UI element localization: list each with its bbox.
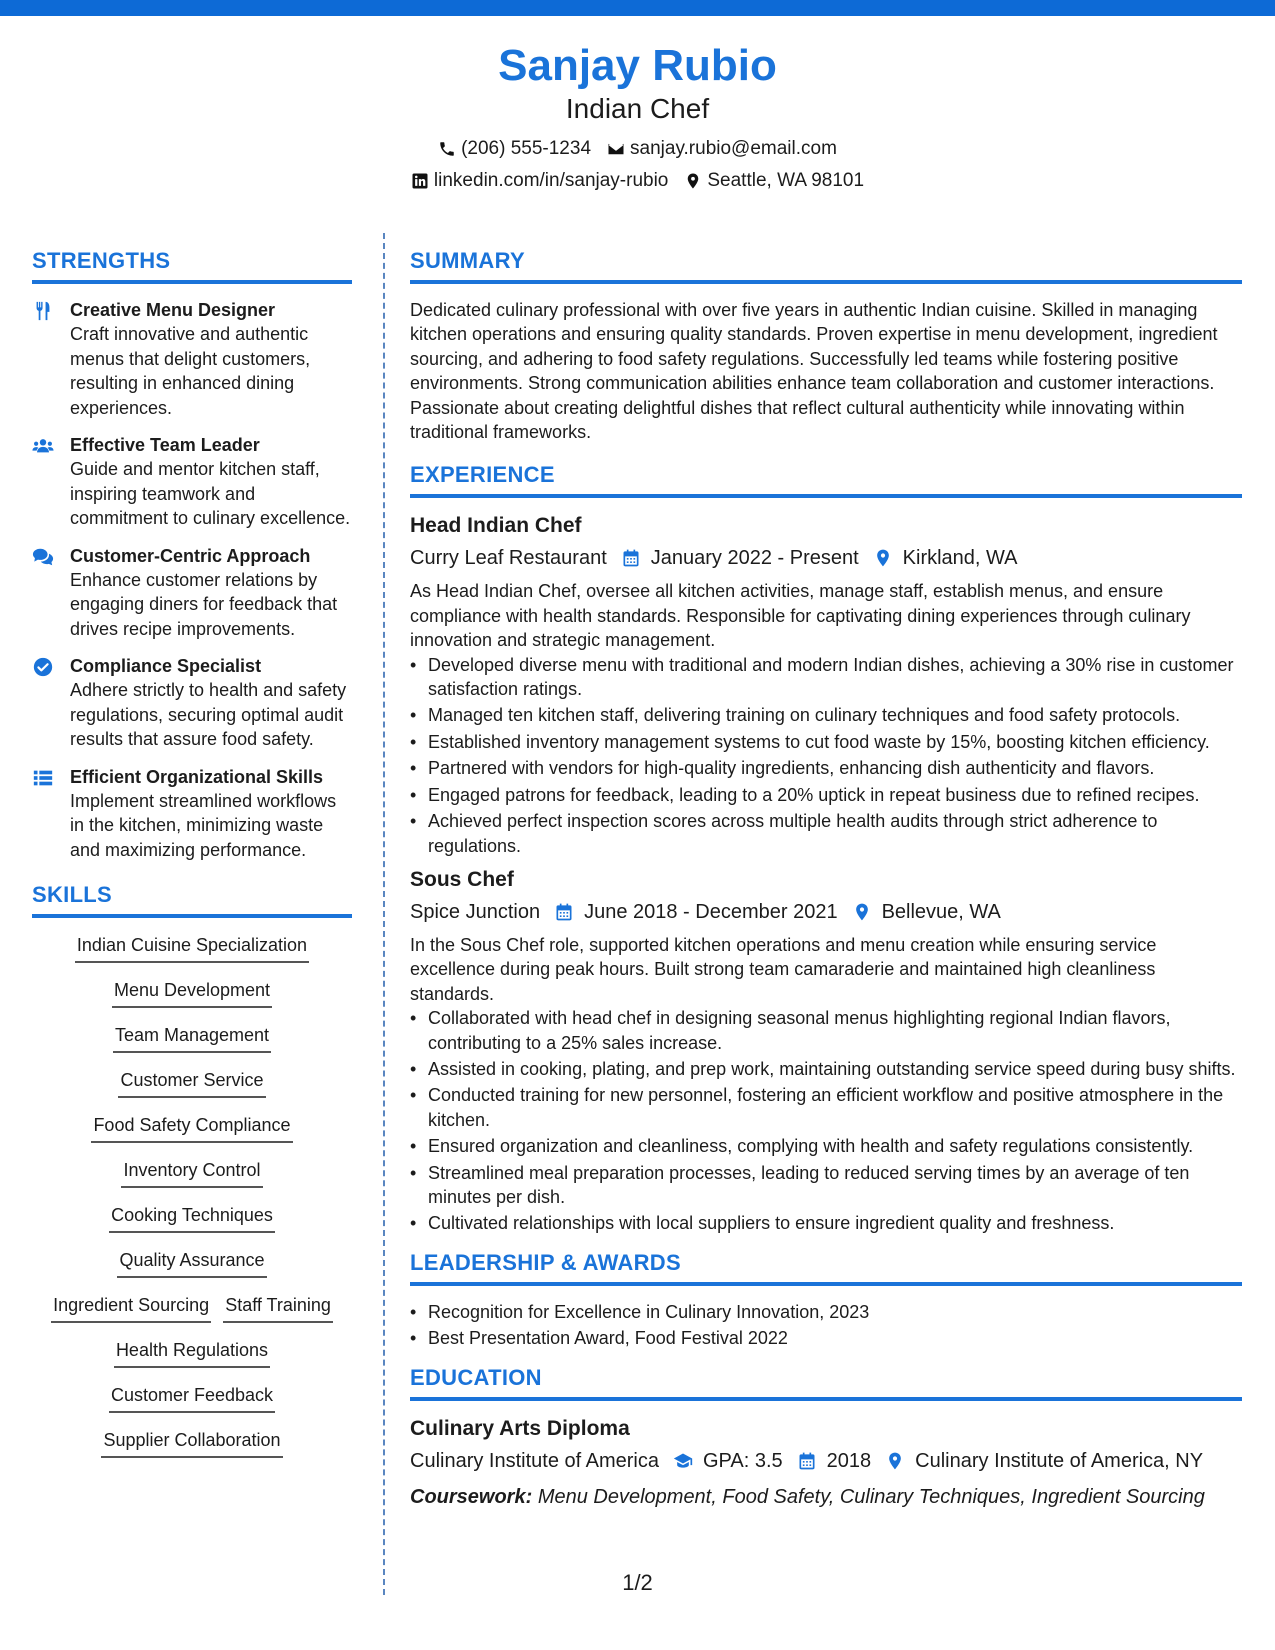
- calendar-icon: [797, 1451, 817, 1471]
- linkedin-contact[interactable]: [411, 168, 668, 194]
- skill-tag: Customer Feedback: [109, 1382, 275, 1413]
- job-bullet: • Conducted training for new personnel, fostering an efficient workflow and positive atmosphere in the kitchen.: [428, 1083, 1242, 1132]
- location-contact: [684, 168, 864, 194]
- strength-desc: Guide and mentor kitchen staff, inspiring teamwork and commitment to culinary excellence.: [70, 459, 351, 528]
- check-circle-icon: [32, 656, 54, 678]
- skill-tag: Inventory Control: [121, 1157, 262, 1188]
- job-bullet: • Achieved perfect inspection scores across multiple health audits through strict adherence to regulations.: [428, 809, 1242, 858]
- job-bullet: • Collaborated with head chef in designing seasonal menus highlighting regional Indian flavors, contributing to a 25% sales increase.: [428, 1006, 1242, 1055]
- experience-heading: EXPERIENCE: [410, 462, 1242, 498]
- users-icon: [32, 435, 54, 457]
- award-item: • Recognition for Excellence in Culinary Innovation, 2023: [428, 1300, 1242, 1324]
- job-meta: [410, 897, 1242, 927]
- degree-title: Culinary Arts Diploma: [410, 1416, 630, 1440]
- strength-desc: Craft innovative and authentic menus that delight customers, resulting in enhanced dining experiences.: [70, 324, 311, 418]
- strength-desc: Adhere strictly to health and safety regulations, securing optimal audit results that assure food safety.: [70, 680, 347, 749]
- job-bullet: • Established inventory management systems to cut food waste by 15%, boosting kitchen efficiency.: [428, 730, 1242, 754]
- candidate-name: Sanjay Rubio: [498, 41, 777, 90]
- coursework-label: Coursework:: [410, 1485, 533, 1508]
- linkedin-text[interactable]: linkedin.com/in/sanjay-rubio: [433, 170, 669, 191]
- comments-icon: [32, 546, 54, 568]
- job-dates: January 2022 - Present: [650, 547, 859, 570]
- map-pin-icon: [852, 902, 872, 922]
- job-bullet: • Ensured organization and cleanliness, complying with health and safety regulations consistently.: [428, 1134, 1242, 1158]
- job-bullet: • Cultivated relationships with local suppliers to ensure ingredient quality and freshness.: [428, 1211, 1242, 1235]
- coursework-text: Menu Development, Food Safety, Culinary Techniques, Ingredient Sourcing: [537, 1485, 1205, 1508]
- skill-tag: Staff Training: [223, 1292, 333, 1323]
- map-pin-icon: [684, 172, 702, 190]
- strength-title: Customer-Centric Approach: [70, 545, 311, 566]
- phone-contact: [438, 136, 591, 162]
- strength-title: Effective Team Leader: [70, 435, 260, 455]
- skill-tag: Health Regulations: [114, 1337, 270, 1368]
- job-entry: [410, 866, 1242, 1236]
- contact-line-1: [0, 136, 1275, 162]
- education-heading: EDUCATION: [410, 1365, 1242, 1401]
- job-bullet: • Partnered with vendors for high-quality ingredients, enhancing dish authenticity and flavors.: [428, 756, 1242, 780]
- summary-text: Dedicated culinary professional with over five years in authentic Indian cuisine. Skilled in managing kitchen operations and ensuring quality standards. Proven expertise in menu development, ingredient sourcing, and adhering to food safety regulations. Successfully led teams while fostering positive environments. Strong communication abilities enhance team collaboration and customer interactions. Passionate about creating delightful dishes that reflect cultural authenticity while innovating within traditional frameworks.: [410, 300, 1218, 443]
- awards-list: [410, 1300, 1242, 1351]
- email-text[interactable]: sanjay.rubio@email.com: [630, 138, 837, 159]
- left-column: [32, 248, 352, 1472]
- job-location: Bellevue, WA: [881, 900, 1001, 923]
- strength-item: [32, 298, 352, 420]
- skill-tag: Indian Cuisine Specialization: [75, 932, 309, 963]
- column-divider: [383, 233, 385, 1595]
- location-text: Seattle, WA 98101: [707, 170, 865, 191]
- map-pin-icon: [885, 1451, 905, 1471]
- envelope-icon: [607, 140, 625, 158]
- resume-header: [0, 40, 1275, 194]
- skill-tag: Food Safety Compliance: [91, 1112, 292, 1143]
- skill-tag: Menu Development: [112, 977, 272, 1008]
- job-bullets: [410, 1006, 1242, 1236]
- skill-tag: Customer Service: [118, 1067, 265, 1098]
- education-location: Culinary Institute of America, NY: [915, 1449, 1204, 1472]
- candidate-title: Indian Chef: [565, 93, 710, 124]
- job-bullet: • Managed ten kitchen staff, delivering training on culinary techniques and food safety protocols.: [428, 703, 1242, 727]
- job-description: As Head Indian Chef, oversee all kitchen activities, manage staff, establish menus, and ensure compliance with health standards. Responsible for captivating dining experiences through culinary innovation and strategic management.: [410, 581, 1191, 651]
- strength-title: Creative Menu Designer: [70, 300, 276, 320]
- linkedin-icon: [411, 172, 429, 190]
- strength-title: Compliance Specialist: [70, 656, 262, 676]
- strengths-heading: STRENGTHS: [32, 248, 352, 284]
- job-location: Kirkland, WA: [902, 547, 1018, 570]
- phone-icon: [438, 140, 456, 158]
- right-column: [410, 248, 1242, 1512]
- job-title: Sous Chef: [410, 867, 514, 891]
- strength-desc: Implement streamlined workflows in the kitchen, minimizing waste and maximizing performance.: [70, 790, 337, 860]
- phone-text: (206) 555-1234: [461, 138, 592, 159]
- job-bullet: • Assisted in cooking, plating, and prep work, maintaining outstanding service speed during busy shifts.: [428, 1057, 1242, 1081]
- utensils-icon: [32, 300, 54, 322]
- job-title: Head Indian Chef: [410, 514, 582, 538]
- top-accent-bar: [0, 0, 1275, 16]
- job-bullet: • Engaged patrons for feedback, leading to a 20% uptick in repeat business due to refined recipes.: [428, 783, 1242, 807]
- map-pin-icon: [873, 548, 893, 568]
- strength-item: [32, 544, 352, 642]
- email-contact[interactable]: [607, 136, 837, 162]
- job-dates: June 2018 - December 2021: [584, 900, 838, 923]
- summary-heading: SUMMARY: [410, 248, 1242, 284]
- job-entry: [410, 512, 1242, 857]
- calendar-icon: [554, 902, 574, 922]
- education-meta: [410, 1446, 1242, 1476]
- gpa-text: GPA: 3.5: [703, 1449, 783, 1472]
- list-icon: [32, 767, 54, 789]
- leadership-heading: LEADERSHIP & AWARDS: [410, 1250, 1242, 1286]
- strength-item: [32, 433, 352, 531]
- graduation-cap-icon: [673, 1451, 693, 1471]
- strength-desc: Enhance customer relations by engaging diners for feedback that drives recipe improvements.: [70, 569, 338, 639]
- page-number: 1/2: [622, 1570, 653, 1595]
- job-company: Curry Leaf Restaurant: [410, 547, 607, 570]
- contact-line-2: [0, 168, 1275, 194]
- job-meta: [410, 543, 1242, 573]
- job-bullets: [410, 653, 1242, 858]
- skill-tag: Cooking Techniques: [109, 1202, 275, 1233]
- skill-tag: Team Management: [113, 1022, 271, 1053]
- job-bullet: • Developed diverse menu with traditional and modern Indian dishes, achieving a 30% rise in customer satisfaction ratings.: [428, 653, 1242, 702]
- skill-tag: Supplier Collaboration: [101, 1427, 282, 1458]
- education-year: 2018: [826, 1449, 872, 1472]
- calendar-icon: [621, 548, 641, 568]
- coursework: [410, 1482, 1242, 1512]
- award-item: • Best Presentation Award, Food Festival 2022: [428, 1326, 1242, 1350]
- job-company: Spice Junction: [410, 900, 541, 923]
- school-name: Culinary Institute of America: [410, 1449, 659, 1472]
- job-description: In the Sous Chef role, supported kitchen operations and menu creation while ensuring service excellence during peak hours. Built strong team camaraderie and maintained high cleanliness standards.: [410, 934, 1157, 1004]
- strength-item: [32, 654, 352, 752]
- skills-heading: SKILLS: [32, 882, 352, 918]
- skill-tag: Ingredient Sourcing: [51, 1292, 211, 1323]
- job-bullet: • Streamlined meal preparation processes, leading to reduced serving times by an average of ten minutes per dish.: [428, 1161, 1242, 1210]
- strength-title: Efficient Organizational Skills: [70, 766, 324, 787]
- strength-item: [32, 765, 352, 863]
- skill-tag: Quality Assurance: [117, 1247, 266, 1278]
